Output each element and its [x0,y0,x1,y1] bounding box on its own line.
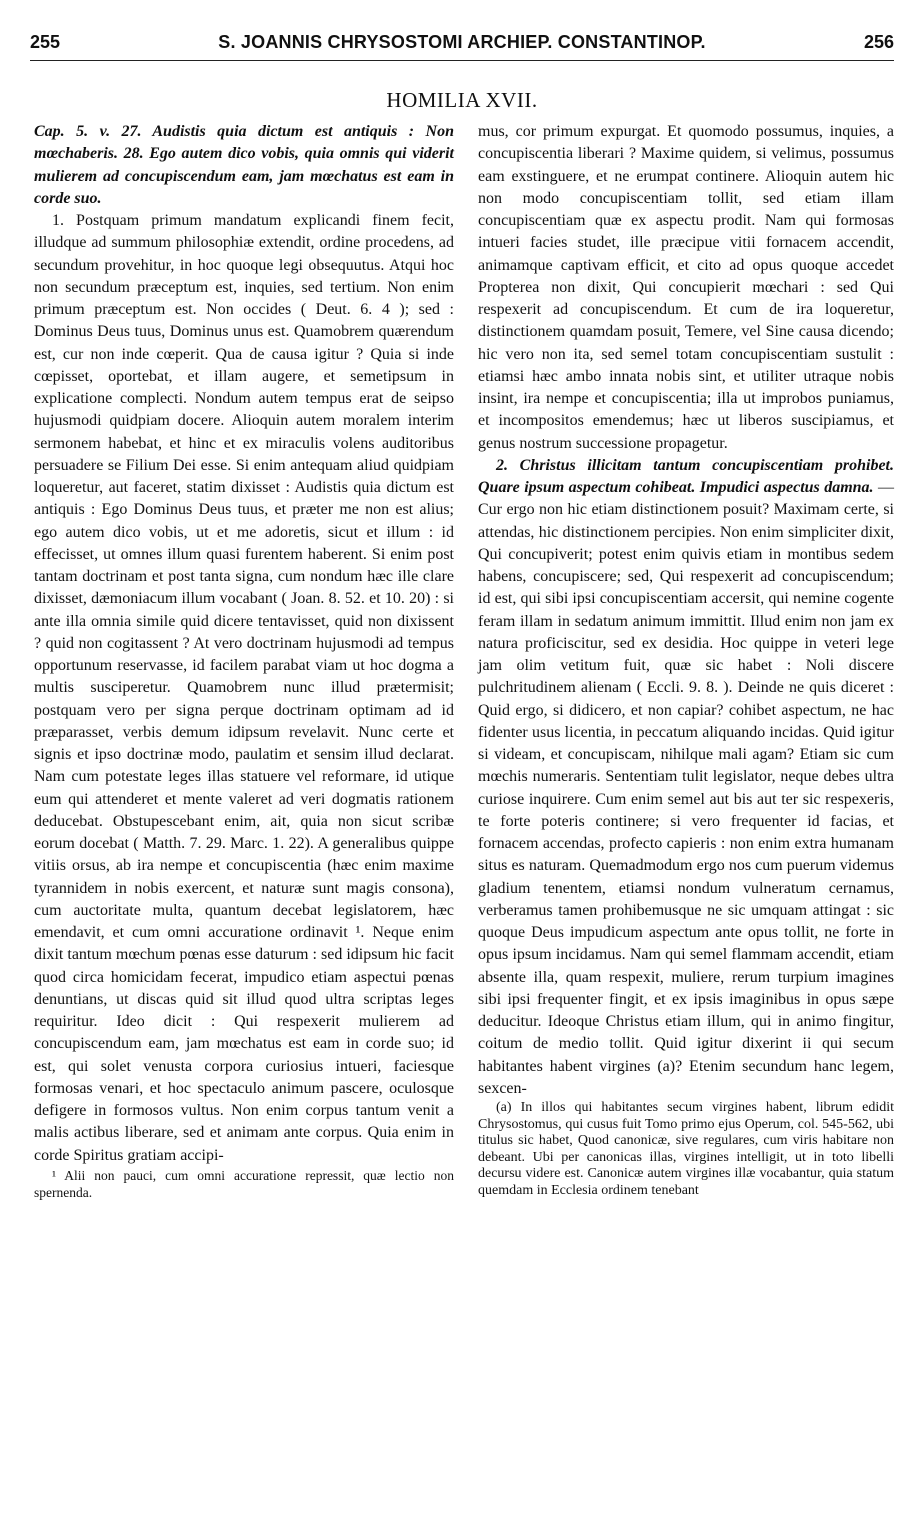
left-footnote: ¹ Alii non pauci, cum omni accuratione repressit, quæ lectio non spernenda. [34,1167,454,1200]
page-number-left: 255 [30,32,61,52]
page-number-right: 256 [863,32,894,52]
section-2-text: — Cur ergo non hic etiam distinctionem posuit? Maximam certe, si attendas, hic distinctionem percipies. Non enim simpliciter dixit, Qui concupiverit; potest enim quivis etiam in montibus sedem habens, concupiscere; sed, Qui respexerit ad concupiscendum; id est, qui sibi ipsi concupiscentiam accersit, qui nemine cogente feram illam in sedatum animum immittit. Illud enim non jam ex natura proficiscitur, sed ex desidia. Hoc quippe in veteri lege jam olim vetitum fuit, quæ sic habet : Noli discere pulchritudinem alienam ( Eccli. 9. 8. ). Deinde ne quis diceret : Quid ergo, si didicero, et non capiar? cohibet aspectum, ne hac fidenter usus licentia, in peccatum aliquando incidas. Quid igitur si videam, et concupiscam, nihilque mali agam? Etiam sic cum mœchis numeraris. Sententiam tulit legislator, neque debes ultra curiose inquirere. Cum enim semel aut bis aut ter sic respexeris, te forte poteris continere; si vero frequenter id facias, et fornacem accendas, profecto capieris : non enim extra humanam situs es naturam. Quemadmodum ergo nos cum puerum videmus gladium tenentem, etiamsi nondum vulneratum cernamus, verberamus tamen prohibemusque ne sic umquam attingat : sic quoque Deus impudicum aspectum ante opus tollit, ne forte in opus ipsum incidamus. Nam qui semel flammam accendit, etiam absente illa, quam respexit, muliere, rerum turpium imagines sibi ipsi frequenter fingit, et ex ipsis imaginibus in opus sæpe deducitur. Ideoque Christus etiam illum, qui in animo fingitur, coitum de medio tollit. Quid igitur dixerint ii qui secum habitantes habent virgines (a)? Etenim secundum hanc legem, sexcen- [478,479,895,1097]
continuation-text: mus, cor primum expurgat. Et quomodo possumus, inquies, a concupiscentia liberari ? Maxime quidem, si velimus, possumus eam exstinguere, et ne erumpat continere. Alioquin autem hic non modo concupiscentiam tollit, sed etiam illam concupiscentiam quæ ex aspectu prodit. Nam qui formosas intueri facies studet, ille præcipue vitii fornacem accendit, animamque captivam efficit, et cito ad opus quoque accedet Propterea non dixit, Qui concupierit mœchari : sed Qui respexerit ad concupiscendum. Et cum de ira loqueretur, distinctionem quamdam posuit, Temere, vel Sine causa dicendo; hic vero non ita, sed semel totam concupiscentiam sustulit : etiamsi hæc ambo innata nobis sint, et utiliter utraque nobis insint, ira nempe et concupiscentia; illa ut improbos puniamus, et incompositos emendemus; hæc ut liberos suscipiamus, et genus nostrum successione propagetur. [478,123,894,452]
right-column [478,121,894,1199]
running-title: S. JOANNIS CHRYSOSTOMI ARCHIEP. CONSTANTINOP. [218,32,706,52]
section-1-text: 1. Postquam primum mandatum explicandi finem fecit, illudque ad summum philosophiæ extendit, ordine procedens, ad secundum provehitur, in hoc quoque legi obsequutus. Atqui hoc non secundum præceptum est, inquies, sed tertium. Non enim primum præceptum est. Non occides ( Deut. 6. 4 ); sed : Dominus Deus tuus, Dominus unus est. Quamobrem quærendum est, cur non inde cœperit. Qua de causa igitur ? Quia si inde cœpisset, oportebat, et illam augere, et semetipsum in explicatione complecti. Nondum autem tempus erat de seipso hujusmodi quidpiam docere. Alioquin autem moralem interim sermonem habebat, et hinc et ex miraculis volens auditoribus persuadere se Filium Dei esse. Si enim antequam aliud quidpiam loqueretur, aut faceret, statim dixisset : Audistis quia dictum est antiquis : Ego Dominus Deus tuus, et præter me non est alius; ego autem dico vobis, ut et me adoretis, sicut et illum : id effecisset, ut omnes illum quasi furentem haberent. Si enim post tantam doctrinam et post tanta signa, cum nondum hæc ille clare dixisset, dæmoniacum illum vocabant ( Joan. 8. 52. et 10. 20) : si ante illa omnia simile quid dicere tentavisset, quid non dixissent ? quid non cogitassent ? At vero doctrinam hujusmodi ad tempus opportunum reservasse, id facilem parabat viam ut hoc dogma a multis susciperetur. Quamobrem nunc illud prætermisit; postquam vero per signa perque doctrinam optimam ad id præparasset, verbis demum idipsum revelavit. Nunc certe et signis et ipso doctrinæ modo, paulatim et sensim illud declarat. Nam cum potestate leges illas statuere vel reformare, id utique eum qui attenderet et mente valeret ad veri dogmatis rationem deducebat. Obstupescebant enim, ait, quia non sicut scribæ eorum docebat ( Matth. 7. 29. Marc. 1. 22). A generalibus quippe vitiis orsus, ab ira nempe et concupiscentia (hæc enim maxime tyrannidem in nobis exercent, et naturæ sunt magis consona), cum auctoritate multa, quantum decebat legislatorem, hæc emendavit, et cum omni accuratione ordinavit ¹. Neque enim dixit tantum mœchum pœnas esse daturum : sed idipsum hic facit quod circa homicidam fecerat, impudico etiam aspectui pœnas denuntians, ut discas quid sit illud quod ultra scriptas leges requiritur. Ideo dicit : Qui respexerit mulierem ad concupiscendum eam, jam mœchatus est eam in corde suo; id est, qui solet venusta corpora curiosius intueri, faciesque formosas venari, et hoc spectaculo animum pascere, oculosque defigere in formosos vultus. Non enim corpus tantum venit a malis actibus liberare, sed et animam ante corpus. Quia enim in corde Spiritus gratiam accipi- [34,212,454,1164]
header-rule [30,60,894,61]
left-column [34,121,454,1201]
homily-title: HOMILIA XVII. [386,88,538,112]
running-head [30,32,894,62]
right-footnote: (a) In illos qui habitantes secum virgines habent, librum edidit Chrysostomus, qui cusus fuit Tomo primo ejus Operum, col. 545-562, ubi titulus sic habet, Quod canonicæ, sive regulares, cum viris habitare non debeant. Ubi per canonicas illas, virgines intelligit, ut in toto libelli decursu videre est. Canonicæ autem virgines illæ vocabantur, quia statum quemdam in Ecclesia ordinem tenebant [478,1100,894,1198]
section-2-summary: 2. Christus illicitam tantum concupiscentiam prohibet. Quare ipsum aspectum cohibeat. Impudici aspectus damna. [478,456,894,496]
section-2-paragraph [478,455,894,1100]
chapter-summary: Cap. 5. v. 27. Audistis quia dictum est antiquis : Non mœchaberis. 28. Ego autem dico vobis, quia omnis qui viderit mulierem ad concupiscendum eam, jam mœchatus est eam in corde suo. [34,123,454,207]
